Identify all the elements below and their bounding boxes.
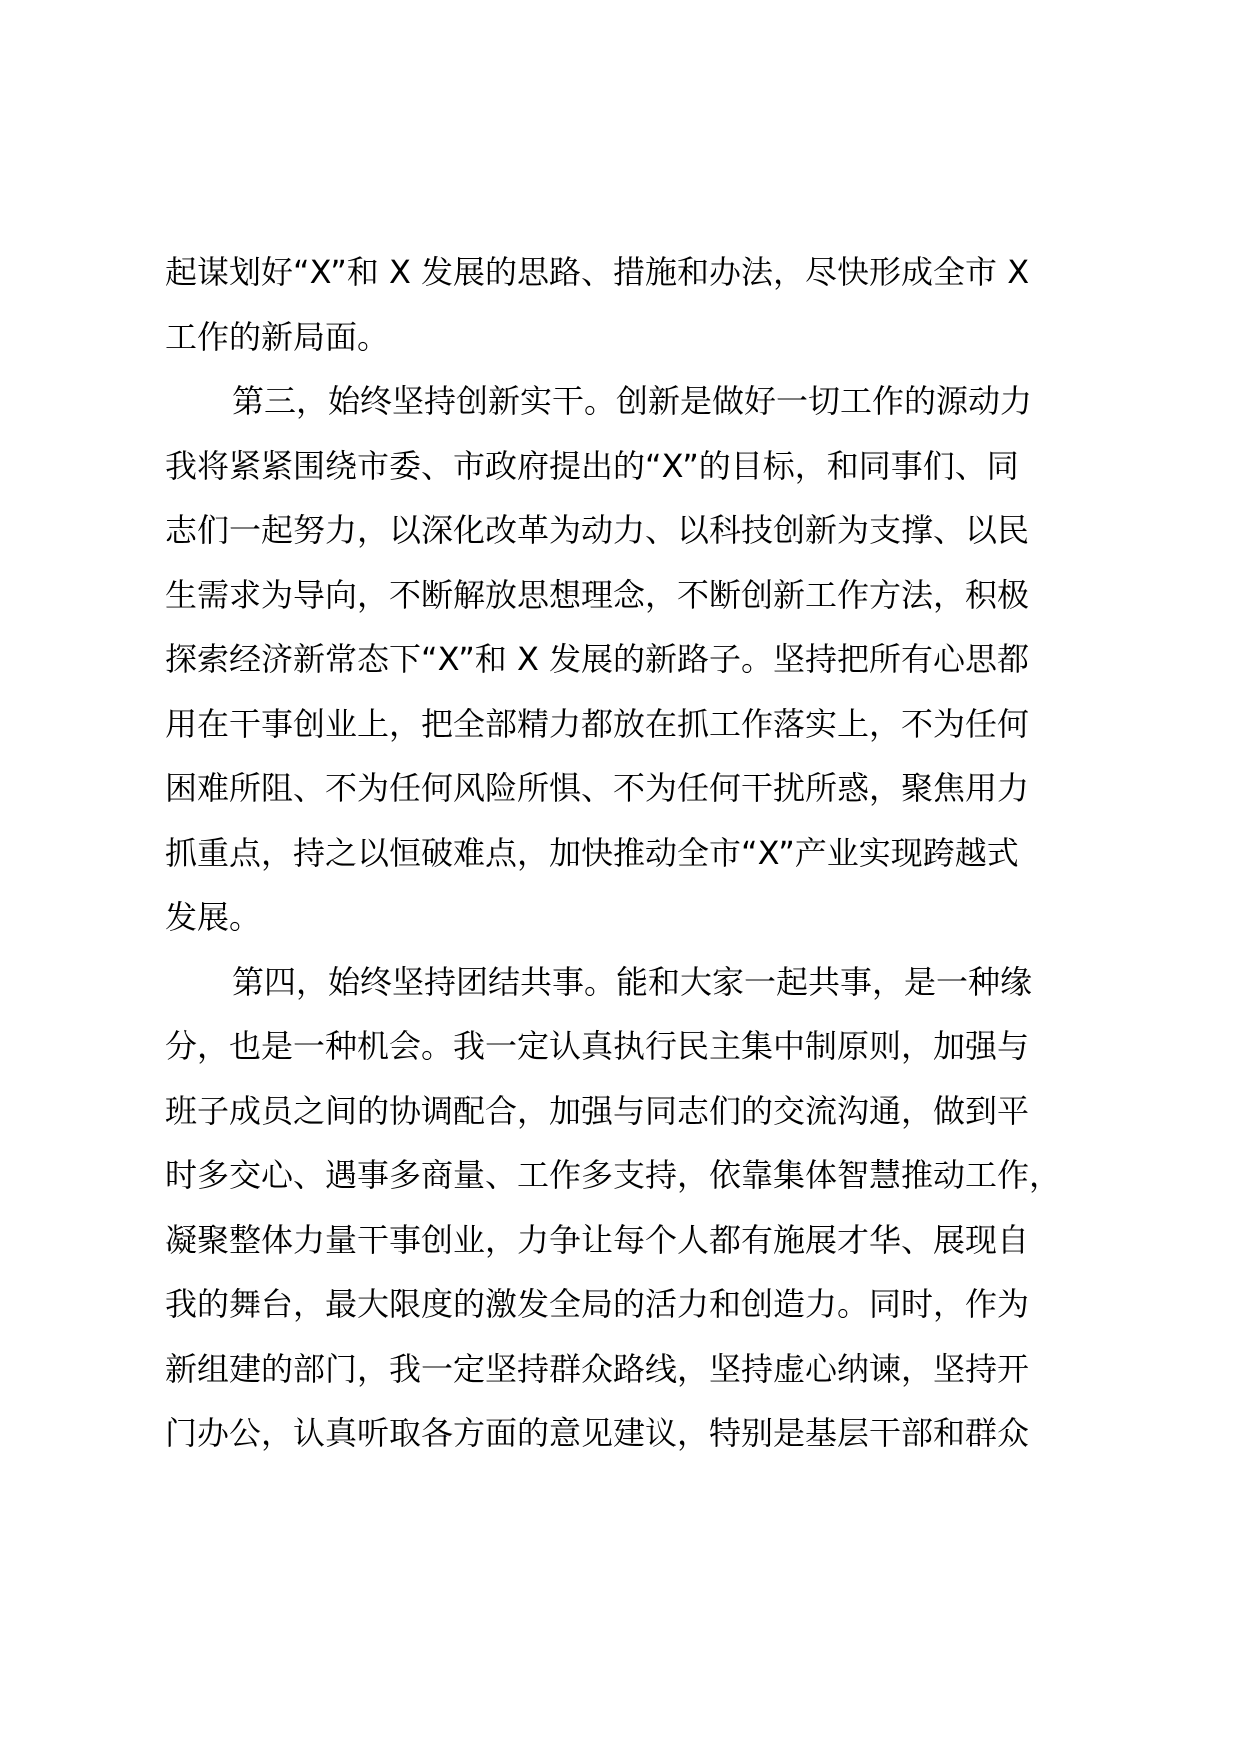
paragraph-continuation [165,240,1125,369]
text-line: 起谋划好“X”和 X 发展的思路、措施和办法，尽快形成全市 X [165,253,1030,291]
text-line: 新组建的部门，我一定坚持群众路线，坚持虚心纳谏，坚持开 [165,1349,1030,1388]
text-line: 工作的新局面。 [165,317,390,356]
text-line: 班子成员之间的协调配合，加强与同志们的交流沟通，做到平 [165,1091,1030,1130]
text-line: 发展。 [165,898,262,936]
text-line: 凝聚整体力量干事创业，力争让每个人都有施展才华、展现自 [165,1220,1030,1259]
text-line: 用在干事创业上，把全部精力都放在抓工作落实上，不为任何 [165,704,1030,743]
text-line: 困难所阻、不为任何风险所惧、不为任何干扰所惑，聚焦用力 [165,769,1030,807]
text-line: 抓重点，持之以恒破难点，加快推动全市“X”产业实现跨越式 [165,833,1019,872]
text-line: 生需求为导向，不断解放思想理念，不断创新工作方法，积极 [165,575,1030,614]
text-line: 志们一起努力，以深化改革为动力、以科技创新为支撑、以民 [165,511,1030,549]
paragraph-fourth-point [165,950,1125,1466]
body-text [165,240,1125,1466]
text-line: 第四，始终坚持团结共事。能和大家一起共事，是一种缘 [232,962,1033,1001]
text-line: 我将紧紧围绕市委、市政府提出的“X”的目标，和同事们、同 [165,446,1019,485]
text-line: 分，也是一种机会。我一定认真执行民主集中制原则，加强与 [165,1027,1030,1065]
text-line: 时多交心、遇事多商量、工作多支持，依靠集体智慧推动工作， [165,1156,1062,1194]
paragraph-third-point [165,369,1125,950]
text-line: 门办公，认真听取各方面的意见建议，特别是基层干部和群众 [165,1414,1030,1452]
text-line: 第三，始终坚持创新实干。创新是做好一切工作的源动力 [232,382,1033,420]
text-line: 我的舞台，最大限度的激发全局的活力和创造力。同时，作为 [165,1285,1030,1323]
text-line: 探索经济新常态下“X”和 X 发展的新路子。坚持把所有心思都 [165,640,1030,678]
